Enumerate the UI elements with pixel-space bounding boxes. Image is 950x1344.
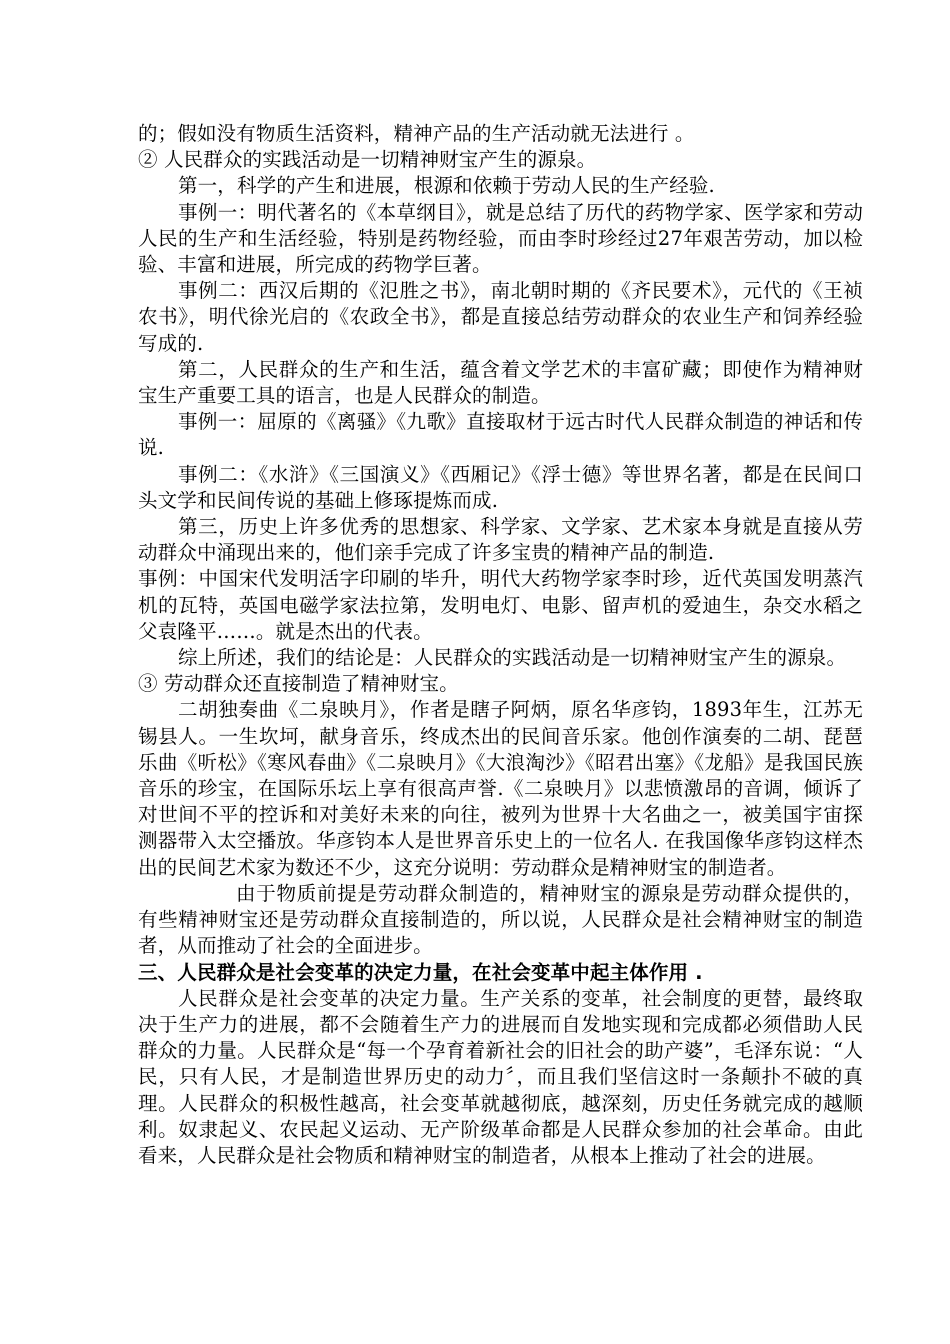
document-body (138, 121, 863, 1169)
paragraph-third-point: 第三，历史上许多优秀的思想家、科学家、文学家、艺术家本身就是直接从劳动群众中涌现出来的，他们亲手完成了许多宝贵的精神产品的制造. (138, 515, 863, 565)
paragraph-example-1b: 事例一：屈原的《离骚》《九歌》直接取材于远古时代人民群众制造的神话和传说. (138, 410, 863, 460)
paragraph-example-2a: 事例二：西汉后期的《氾胜之书》，南北朝时期的《齐民要术》，元代的《王祯农书》，明代徐光启的《农政全书》，都是直接总结劳动群众的农业生产和饲养经验写成的. (138, 279, 863, 355)
paragraph-social-change: 人民群众是社会变革的决定力量。生产关系的变革，社会制度的更替，最终取决于生产力的进展，都不会随着生产力的进展而自发地实现和完成都必须借助人民群众的力量。人民群众是“每一个孕育着新社会的旧社会的助产婆”，毛泽东说：“人民，只有人民，才是制造世界历史的动力〞，而且我们坚信这时一条颠扑不破的真理。人民群众的积极性越高，社会变革就越彻底，越深刻，历史任务就完成的越顺利。奴隶起义、农民起义运动、无产阶级革命都是人民群众参加的社会革命。由此看来，人民群众是社会物质和精神财宝的制造者，从根本上推动了社会的进展。 (138, 986, 863, 1167)
paragraph-first-point: 第一，科学的产生和进展，根源和依赖于劳动人民的生产经验. (178, 174, 715, 198)
paragraph-continuation: 的；假如没有物质生活资料，精神产品的生产活动就无法进行 。 (138, 122, 695, 145)
paragraph-example-2b: 事例二：《水浒》《三国演义》《西厢记》《浮士德》等世界名著，都是在民间口头文学和民间传说的基础上修琢提炼而成. (138, 462, 863, 512)
paragraph-erhu: 二胡独奏曲《二泉映月》，作者是瞎子阿炳，原名华彦钧，1893年生，江苏无锡县人。一生坎坷，献身音乐，终成杰出的民间音乐家。他创作演奏的二胡、琵琶乐曲《听松》《寒风春曲》《二泉映月》《大浪淘沙》《昭君出塞》《龙船》是我国民族音乐的珍宝，在国际乐坛上享有很高声誉.《二泉映月》以悲愤激昂的音调，倾诉了对世间不平的控诉和对美好未来的向往，被列为世界十大名曲之一，被美国宇宙探测器带入太空播放。华彦钧本人是世界音乐史上的一位名人. 在我国像华彦钧这样杰出的民间艺术家为数还不少，这充分说明：劳动群众是精神财宝的制造者。 (138, 698, 863, 879)
paragraph-conclusion: 综上所述，我们的结论是：人民群众的实践活动是一切精神财宝产生的源泉。 (178, 646, 847, 670)
paragraph-second-point: 第二，人民群众的生产和生活，蕴含着文学艺术的丰富矿藏；即使作为精神财宝生产重要工具的语言，也是人民群众的制造。 (138, 357, 863, 408)
paragraph-summary: 由于物质前提是劳动群众制造的，精神财宝的源泉是劳动群众提供的，有些精神财宝还是劳动群众直接制造的，所以说，人民群众是社会精神财宝的制造者，从而推动了社会的全面进步。 (138, 881, 863, 958)
section-heading-3: 三、人民群众是社会变革的决定力量，在社会变革中起主体作用 . (138, 960, 703, 984)
paragraph-example-1a: 事例一：明代著名的《本草纲目》，就是总结了历代的药物学家、医学家和劳动人民的生产和生活经验，特别是药物经验，而由李时珍经过27年艰苦劳动，加以检验、丰富和进展，所完成的药物学巨著。 (138, 200, 863, 277)
list-item-2: ② 人民群众的实践活动是一切精神财宝产生的源泉。 (138, 148, 597, 172)
paragraph-example-3: 事例：中国宋代发明活字印刷的毕升，明代大药物学家李时珍，近代英国发明蒸汽机的瓦特，英国电磁学家法拉第，发明电灯、电影、留声机的爱迪生，杂交水稻之父袁隆平……。就是杰出的代表。 (138, 567, 863, 643)
list-item-3: ③ 劳动群众还直接制造了精神财宝。 (138, 672, 459, 696)
